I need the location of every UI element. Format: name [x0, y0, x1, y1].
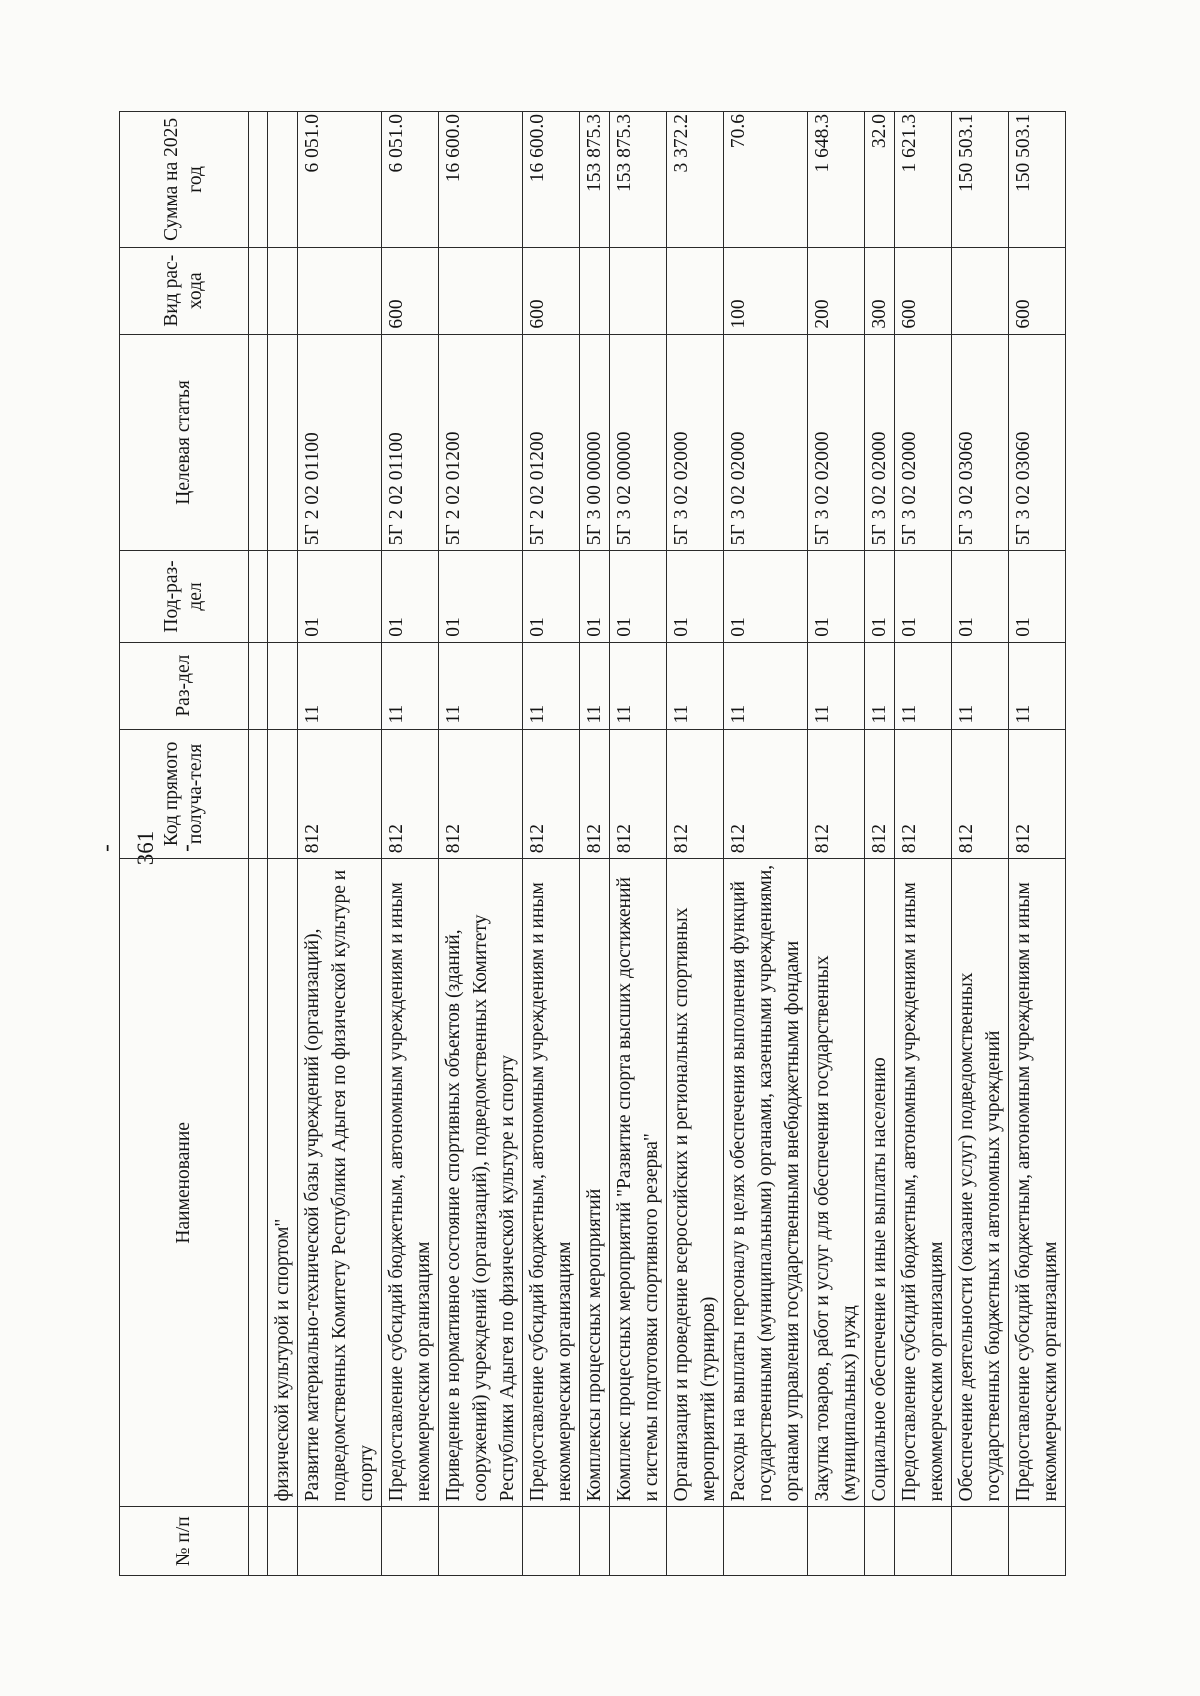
cell-expense: 100: [724, 247, 808, 334]
header-recipient: Код прямого получа-теля: [120, 729, 249, 859]
table-row: [382, 112, 439, 1576]
cell-expense: 300: [865, 247, 895, 334]
cell-expense: 600: [523, 247, 580, 334]
cell-subsection: 01: [895, 551, 952, 643]
cell-target: 5Г 2 02 01200: [523, 334, 580, 551]
cell-recipient: 812: [808, 729, 865, 859]
cell-subsection: 01: [439, 551, 523, 643]
cell-sum: 153 875.3: [610, 112, 667, 248]
cell-section: 11: [298, 642, 382, 729]
cell-section: 11: [1009, 642, 1066, 729]
cell-name: Расходы на выплаты персоналу в целях обеспечения выполнения функций государственными (муниципальными) органами, казенными учреждениями, органами управления государственными внебюджетными фондами: [724, 859, 808, 1507]
table-row: [952, 112, 1009, 1576]
header-subsection: Под-раз-дел: [120, 551, 249, 643]
cell-recipient: 812: [895, 729, 952, 859]
cell-sum: 1 648.3: [808, 112, 865, 248]
cell-target: 5Г 3 02 02000: [808, 334, 865, 551]
cell-num: [268, 1507, 298, 1576]
cell-num: [523, 1507, 580, 1576]
cell-sum: 16 600.0: [523, 112, 580, 248]
cell-sum: 153 875.3: [580, 112, 610, 248]
cell-name: Обеспечение деятельности (оказание услуг) подведомственных государственных бюджетных и автономных учреждений: [952, 859, 1009, 1507]
cell-section: 11: [808, 642, 865, 729]
cell-expense: [610, 247, 667, 334]
cell-section: 11: [523, 642, 580, 729]
cell-num: [1009, 1507, 1066, 1576]
cell-sum: 150 503.1: [952, 112, 1009, 248]
table-header-row: [120, 112, 249, 1576]
cell-target: 5Г 2 02 01200: [439, 334, 523, 551]
header-expense: Вид рас-хода: [120, 247, 249, 334]
cell-subsection: 01: [808, 551, 865, 643]
rotated-table-area: [119, 111, 1079, 1576]
cell-target: 5Г 3 00 00000: [580, 334, 610, 551]
cell-recipient: [268, 729, 298, 859]
cell-subsection: 01: [382, 551, 439, 643]
cell-subsection: 01: [865, 551, 895, 643]
cell-sum: 16 600.0: [439, 112, 523, 248]
table-row: [895, 112, 952, 1576]
cell-section: 11: [952, 642, 1009, 729]
cell-recipient: 812: [523, 729, 580, 859]
table-row: [1009, 112, 1066, 1576]
header-target: Целевая статья: [120, 334, 249, 551]
cell-target: 5Г 2 02 01100: [382, 334, 439, 551]
cell-subsection: 01: [580, 551, 610, 643]
table-row: [523, 112, 580, 1576]
cell-recipient: 812: [667, 729, 724, 859]
cell-section: 11: [610, 642, 667, 729]
cell-recipient: 812: [580, 729, 610, 859]
cell-name: Организация и проведение всероссийских и региональных спортивных мероприятий (турниров): [667, 859, 724, 1507]
cell-recipient: 812: [298, 729, 382, 859]
cell-num: [808, 1507, 865, 1576]
cell-sum: 3 372.2: [667, 112, 724, 248]
cell-num: [610, 1507, 667, 1576]
page-number: - 361 -: [93, 830, 198, 866]
cell-section: 11: [439, 642, 523, 729]
cell-subsection: 01: [610, 551, 667, 643]
cell-target: 5Г 3 02 03060: [952, 334, 1009, 551]
cell-section: 11: [667, 642, 724, 729]
table-row: [724, 112, 808, 1576]
cell-num: [952, 1507, 1009, 1576]
cell-name: Предоставление субсидий бюджетным, автономным учреждениям и иным некоммерческим организациям: [523, 859, 580, 1507]
cell-num: [895, 1507, 952, 1576]
cell-expense: [268, 247, 298, 334]
cell-sum: 70.6: [724, 112, 808, 248]
table-body: [249, 112, 1066, 1576]
cell-section: 11: [895, 642, 952, 729]
cell-sum: 150 503.1: [1009, 112, 1066, 248]
cell-name: Комплекс процессных мероприятий "Развитие спорта высших достижений и системы подготовки спортивного резерва": [610, 859, 667, 1507]
cell-name: Социальное обеспечение и иные выплаты населению: [865, 859, 895, 1507]
cell-recipient: 812: [382, 729, 439, 859]
cell-expense: [298, 247, 382, 334]
cell-num: [580, 1507, 610, 1576]
table-row: [268, 112, 298, 1576]
cell-subsection: 01: [667, 551, 724, 643]
cell-section: 11: [865, 642, 895, 729]
cell-subsection: 01: [952, 551, 1009, 643]
cell-name: Комплексы процессных мероприятий: [580, 859, 610, 1507]
table-row: [865, 112, 895, 1576]
cell-section: [268, 642, 298, 729]
cell-num: [439, 1507, 523, 1576]
cell-name: физической культурой и спортом": [268, 859, 298, 1507]
cell-recipient: 812: [439, 729, 523, 859]
cell-name: Приведение в нормативное состояние спортивных объектов (зданий, сооружений) учреждений (организаций), подведомственных Комитету Республики Адыгея по физической культуре и спорту: [439, 859, 523, 1507]
cell-sum: 32.0: [865, 112, 895, 248]
cell-expense: [667, 247, 724, 334]
cell-target: 5Г 3 02 02000: [865, 334, 895, 551]
cell-section: 11: [724, 642, 808, 729]
cell-name: Развитие материально-технической базы учреждений (организаций), подведомственных Комитету Республики Адыгея по физической культуре и спорту: [298, 859, 382, 1507]
cell-subsection: 01: [1009, 551, 1066, 643]
cell-num: [667, 1507, 724, 1576]
cell-name: Предоставление субсидий бюджетным, автономным учреждениям и иным некоммерческим организациям: [895, 859, 952, 1507]
header-num: № п/п: [120, 1507, 249, 1576]
cell-num: [865, 1507, 895, 1576]
cell-subsection: 01: [724, 551, 808, 643]
cell-target: 5Г 3 02 03060: [1009, 334, 1066, 551]
cell-section: 11: [382, 642, 439, 729]
cell-subsection: 01: [523, 551, 580, 643]
cell-sum: 6 051.0: [382, 112, 439, 248]
cell-target: 5Г 3 02 02000: [667, 334, 724, 551]
cell-target: 5Г 2 02 01100: [298, 334, 382, 551]
cell-name: Предоставление субсидий бюджетным, автономным учреждениям и иным некоммерческим организациям: [382, 859, 439, 1507]
cell-expense: [580, 247, 610, 334]
cell-expense: 200: [808, 247, 865, 334]
cell-num: [382, 1507, 439, 1576]
table-row: [667, 112, 724, 1576]
cell-recipient: 812: [865, 729, 895, 859]
cell-target: 5Г 3 02 02000: [895, 334, 952, 551]
header-name: Наименование: [120, 859, 249, 1507]
table-row: [808, 112, 865, 1576]
table-row: [298, 112, 382, 1576]
table-row: [580, 112, 610, 1576]
cell-expense: 600: [895, 247, 952, 334]
cell-subsection: [268, 551, 298, 643]
cell-expense: [439, 247, 523, 334]
cell-expense: 600: [382, 247, 439, 334]
cell-target: 5Г 3 02 00000: [610, 334, 667, 551]
table-row: [610, 112, 667, 1576]
cell-sum: [268, 112, 298, 248]
cell-sum: 6 051.0: [298, 112, 382, 248]
cell-expense: 600: [1009, 247, 1066, 334]
cell-expense: [952, 247, 1009, 334]
cell-target: 5Г 3 02 02000: [724, 334, 808, 551]
cell-recipient: 812: [952, 729, 1009, 859]
cell-recipient: 812: [610, 729, 667, 859]
cell-target: [268, 334, 298, 551]
cell-name: Предоставление субсидий бюджетным, автономным учреждениям и иным некоммерческим организациям: [1009, 859, 1066, 1507]
table-row: [439, 112, 523, 1576]
cell-section: 11: [580, 642, 610, 729]
budget-table: [119, 111, 1066, 1576]
cell-num: [298, 1507, 382, 1576]
header-sum: Сумма на 2025 год: [120, 112, 249, 248]
table-spacer-row: [249, 112, 268, 1576]
cell-recipient: 812: [724, 729, 808, 859]
cell-num: [724, 1507, 808, 1576]
cell-sum: 1 621.3: [895, 112, 952, 248]
cell-name: Закупка товаров, работ и услуг для обеспечения государственных (муниципальных) нужд: [808, 859, 865, 1507]
header-section: Раз-дел: [120, 642, 249, 729]
cell-recipient: 812: [1009, 729, 1066, 859]
cell-subsection: 01: [298, 551, 382, 643]
